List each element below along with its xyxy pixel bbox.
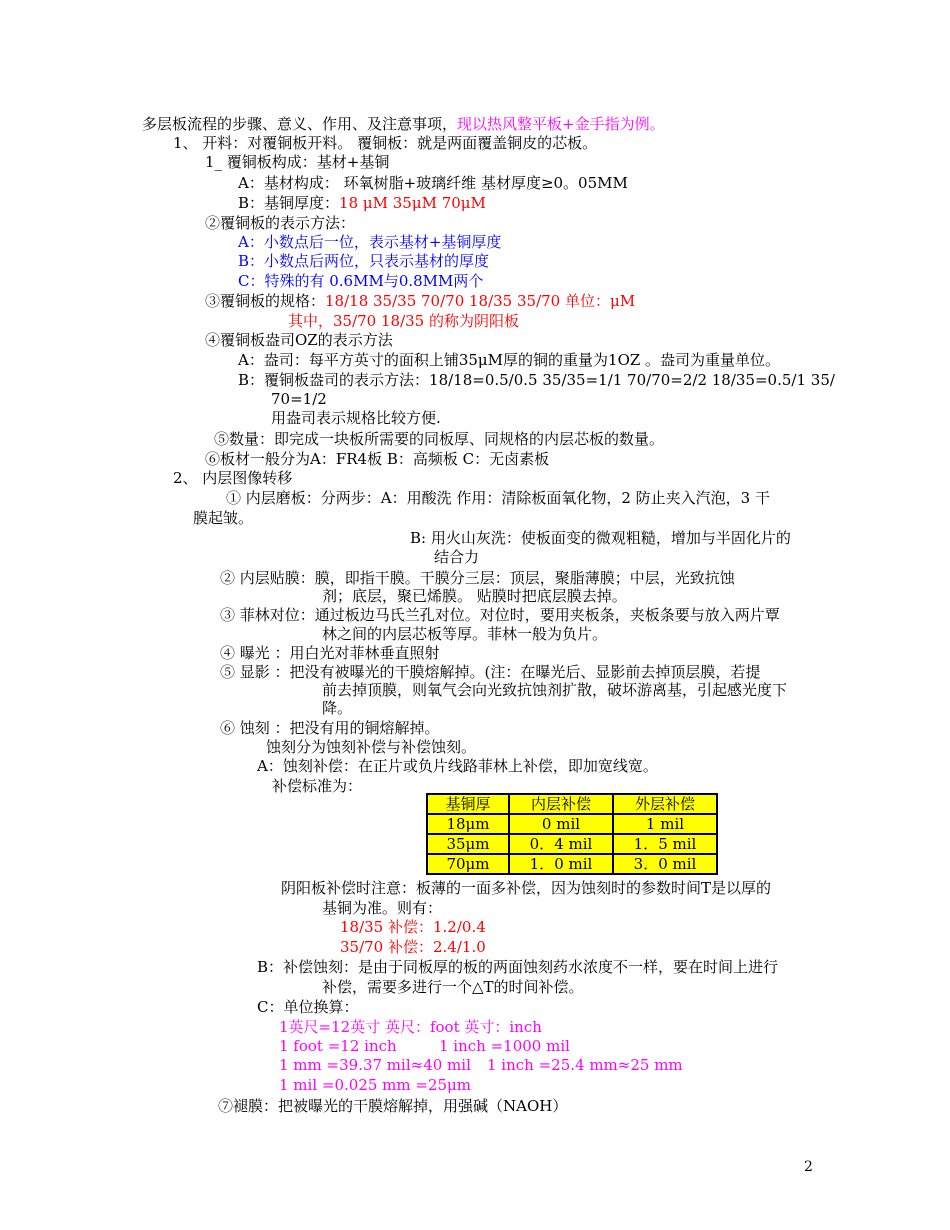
table-header-cell: 基铜厚 (427, 794, 509, 814)
s2-item-6a-standard: 补偿标准为： (272, 777, 363, 795)
table-cell: 3．0 mil (613, 854, 717, 874)
s2-item-7: ⑦褪膜：把被曝光的干膜熔解掉，用强碱（NAOH） (218, 1097, 568, 1115)
s2-item-6-intro: 蚀刻分为蚀刻补偿与补偿蚀刻。 (266, 738, 477, 756)
s2-item-6b-line2: 补偿，需要多进行一个△T的时间补偿。 (322, 978, 584, 996)
table-cell: 70μm (427, 854, 509, 874)
s2-item-1-line2: 膜起皱。 (193, 509, 254, 527)
unit-line-3b: 1 inch =25.4 mm≈25 mm (487, 1056, 683, 1074)
s1-item-4b-line1: B：覆铜板盎司的表示方法：18/18=0.5/0.5 35/35=1/1 70/70=2/2 18/35=0.5/1 35/ (238, 371, 835, 389)
s2-item-6b-line1: B：补偿蚀刻：是由于同板厚的板的两面蚀刻药水浓度不一样，要在时间上进行 (257, 958, 779, 976)
s1-item-3 (205, 292, 635, 311)
s2-yinyang-line1: 阴阳板补偿时注意：板薄的一面多补偿，因为蚀刻时的参数时间T是以厚的 (281, 879, 772, 897)
intro-highlight: 现以热风整平板+金手指为例。 (457, 115, 665, 133)
s1-item-2c: C：特殊的有 0.6MM与0.8MM两个 (238, 272, 484, 290)
s1-item-3-note: 其中，35/70 18/35 的称为阴阳板 (288, 312, 519, 330)
table-cell: 1．0 mil (509, 854, 613, 874)
table-row (427, 834, 717, 854)
s2-item-1-line1: ① 内层磨板：分两步：A：用酸洗 作用：清除板面氧化物，2 防止夹入汽泡，3 干 (226, 489, 770, 507)
s1-item-4a: A：盎司：每平方英寸的面积上铺35μM厚的铜的重量为1OZ 。盎司为重量单位。 (238, 351, 781, 369)
s2-item-1-line4: 结合力 (434, 548, 480, 566)
s2-item-2-line1: ② 内层贴膜：膜，即指干膜。干膜分三层：顶层，聚脂薄膜；中层，光致抗蚀 (220, 569, 735, 587)
unit-line-2a: 1 foot =12 inch (279, 1037, 397, 1055)
unit-line-4: 1 mil =0.025 mm =25μm (279, 1076, 472, 1094)
s1-item-6: ⑥板材一般分为A：FR4板 B：高频板 C：无卤素板 (205, 450, 550, 468)
s1-item-2: ②覆铜板的表示方法： (205, 214, 356, 232)
s2-item-2-line2: 剂；底层，聚已烯膜。 贴膜时把底层膜去掉。 (322, 587, 627, 605)
s1-item-3-values: 18/18 35/35 70/70 18/35 35/70 单位：μM (325, 292, 636, 310)
s2-item-6c: C：单位换算： (257, 998, 359, 1016)
table-header-row (427, 794, 717, 814)
s1-item-4c: 用盎司表示规格比较方便. (271, 409, 441, 427)
intro-line (142, 115, 665, 134)
s1-item-5: ⑤数量：即完成一块板所需要的同板厚、同规格的内层芯板的数量。 (214, 430, 665, 448)
table-row (427, 814, 717, 834)
table-cell: 0．4 mil (509, 834, 613, 854)
s2-item-4: ④ 曝光 ：用白光对菲林垂直照射 (220, 644, 440, 662)
table-header-cell: 内层补偿 (509, 794, 613, 814)
table-row (427, 854, 717, 874)
s1-item-2b: B：小数点后两位，只表示基材的厚度 (238, 252, 490, 270)
s2-item-5-line3: 降。 (322, 699, 353, 717)
compensation-table (426, 793, 718, 875)
s2-yinyang-line2: 基铜为准。则有： (322, 899, 443, 917)
s1-item-3-label: ③覆铜板的规格： (205, 292, 326, 310)
s1-item-4: ④覆铜板盎司OZ的表示方法 (205, 331, 393, 349)
s1-item-1a: A：基材构成： 环氧树脂+玻璃纤维 基材厚度≥0。05MM (238, 174, 628, 192)
table-cell: 1．5 mil (613, 834, 717, 854)
intro-text: 多层板流程的步骤、意义、作用、及注意事项， (142, 115, 458, 133)
s2-yinyang-value2: 35/70 补偿：2.4/1.0 (340, 938, 486, 956)
section-2-heading: 2、 内层图像转移 (173, 469, 293, 487)
table-cell: 35μm (427, 834, 509, 854)
s1-item-1b (238, 194, 486, 213)
s1-item-1: 1_ 覆铜板构成：基材+基铜 (205, 153, 390, 171)
page-number: 2 (804, 1159, 813, 1175)
table-cell: 1 mil (613, 814, 717, 834)
s2-yinyang-value1: 18/35 补偿：1.2/0.4 (340, 918, 486, 936)
s2-item-6: ⑥ 蚀刻 ：把没有用的铜熔解掉。 (220, 719, 440, 737)
table-cell: 18μm (427, 814, 509, 834)
s2-item-5-line1: ⑤ 显影 ：把没有被曝光的干膜熔解掉。(注：在曝光后、显影前去掉顶层膜，若提 (220, 663, 761, 681)
s1-item-2a: A：小数点后一位，表示基材+基铜厚度 (238, 233, 502, 251)
table-cell: 0 mil (509, 814, 613, 834)
table-header-cell: 外层补偿 (613, 794, 717, 814)
s1-item-1b-values: 18 μM 35μM 70μM (339, 194, 486, 212)
unit-line-2b: 1 inch =1000 mil (439, 1037, 570, 1055)
unit-line-3a: 1 mm =39.37 mil≈40 mil (279, 1056, 471, 1074)
section-1-heading: 1、 开料：对覆铜板开料。 覆铜板：就是两面覆盖铜皮的芯板。 (173, 134, 598, 152)
unit-line-1: 1英尺=12英寸 英尺：foot 英寸：inch (279, 1018, 542, 1036)
s2-item-3-line2: 林之间的内层芯板等厚。菲林一般为负片。 (322, 625, 608, 643)
s2-item-5-line2: 前去掉顶膜，则氧气会向光致抗蚀剂扩散，破坏游离基，引起感光度下 (322, 681, 788, 699)
s2-item-1-line3: B: 用火山灰洗：使板面变的微观粗糙，增加与半固化片的 (410, 529, 791, 547)
s2-item-6a: A：蚀刻补偿：在正片或负片线路菲林上补偿，即加宽线宽。 (257, 757, 658, 775)
s2-item-3-line1: ③ 菲林对位：通过板边马氏兰孔对位。对位时，要用夹板条，夹板条要与放入两片覃 (220, 606, 780, 624)
s1-item-1b-label: B：基铜厚度： (238, 194, 340, 212)
s1-item-4b-line2: 70=1/2 (271, 390, 327, 408)
